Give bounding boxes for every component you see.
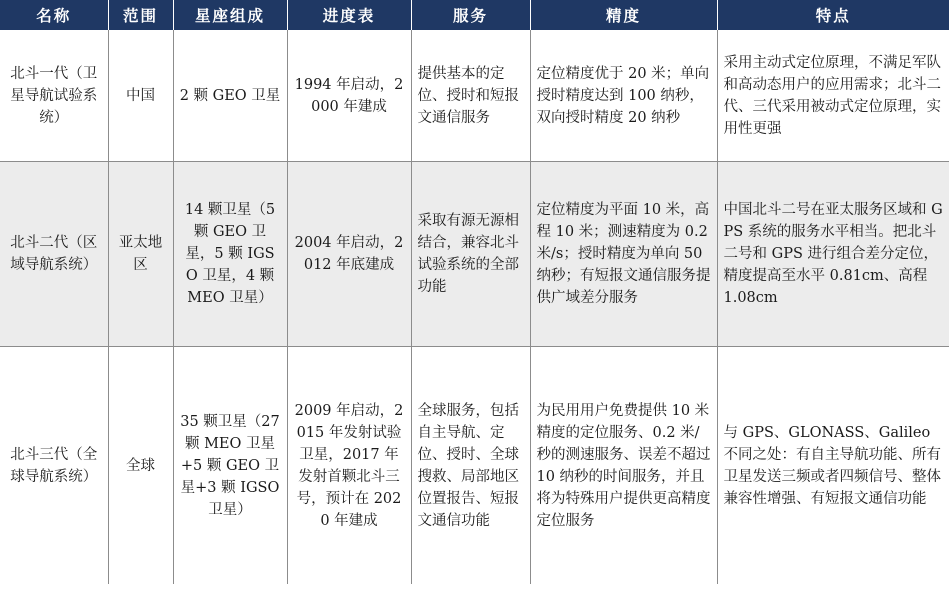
header-features: 特点: [717, 0, 949, 30]
cell-name: 北斗二代（区域导航系统）: [0, 162, 108, 347]
cell-precision: 定位精度优于 20 米；单向授时精度达到 100 纳秒，双向授时精度 20 纳秒: [530, 30, 717, 162]
header-schedule: 进度表: [287, 0, 411, 30]
header-constellation: 星座组成: [173, 0, 287, 30]
cell-features: 采用主动式定位原理，不满足军队和高动态用户的应用需求；北斗二代、三代采用被动式定位原理，实用性更强: [717, 30, 949, 162]
header-service: 服务: [411, 0, 530, 30]
cell-scope: 全球: [108, 347, 173, 585]
table-row: [0, 30, 949, 162]
cell-name: 北斗三代（全球导航系统）: [0, 347, 108, 585]
table-row: [0, 347, 949, 585]
cell-constellation: 35 颗卫星（27 颗 MEO 卫星 +5 颗 GEO 卫星+3 颗 IGSO 卫星）: [173, 347, 287, 585]
cell-features: 中国北斗二号在亚太服务区域和 GPS 系统的服务水平相当。把北斗二号和 GPS 进行组合差分定位，精度提高至水平 0.81cm、高程 1.08cm: [717, 162, 949, 347]
cell-schedule: 2004 年启动，2012 年底建成: [287, 162, 411, 347]
cell-features: 与 GPS、GLONASS、Galileo 不同之处：有自主导航功能、所有卫星发送三频或者四频信号、整体兼容性增强、有短报文通信功能: [717, 347, 949, 585]
header-scope: 范围: [108, 0, 173, 30]
cell-precision: 为民用用户免费提供 10 米精度的定位服务、0.2 米/秒的测速服务、误差不超过 10 纳秒的时间服务，并且将为特殊用户提供更高精度定位服务: [530, 347, 717, 585]
table-header-row: [0, 0, 949, 30]
cell-service: 提供基本的定位、授时和短报文通信服务: [411, 30, 530, 162]
cell-name: 北斗一代（卫星导航试验系统）: [0, 30, 108, 162]
table-row: [0, 162, 949, 347]
cell-service: 采取有源无源相结合，兼容北斗试验系统的全部功能: [411, 162, 530, 347]
cell-constellation: 2 颗 GEO 卫星: [173, 30, 287, 162]
cell-schedule: 1994 年启动，2000 年建成: [287, 30, 411, 162]
header-name: 名称: [0, 0, 108, 30]
header-precision: 精度: [530, 0, 717, 30]
cell-service: 全球服务，包括自主导航、定位、授时、全球搜救、局部地区位置报告、短报文通信功能: [411, 347, 530, 585]
cell-scope: 中国: [108, 30, 173, 162]
cell-precision: 定位精度为平面 10 米，高程 10 米；测速精度为 0.2 米/s；授时精度为单向 50 纳秒；有短报文通信服务提供广域差分服务: [530, 162, 717, 347]
cell-schedule: 2009 年启动，2015 年发射试验卫星，2017 年发射首颗北斗三号，预计在 2020 年建成: [287, 347, 411, 585]
cell-scope: 亚太地区: [108, 162, 173, 347]
cell-constellation: 14 颗卫星（5 颗 GEO 卫星，5 颗 IGSO 卫星，4 颗 MEO 卫星）: [173, 162, 287, 347]
